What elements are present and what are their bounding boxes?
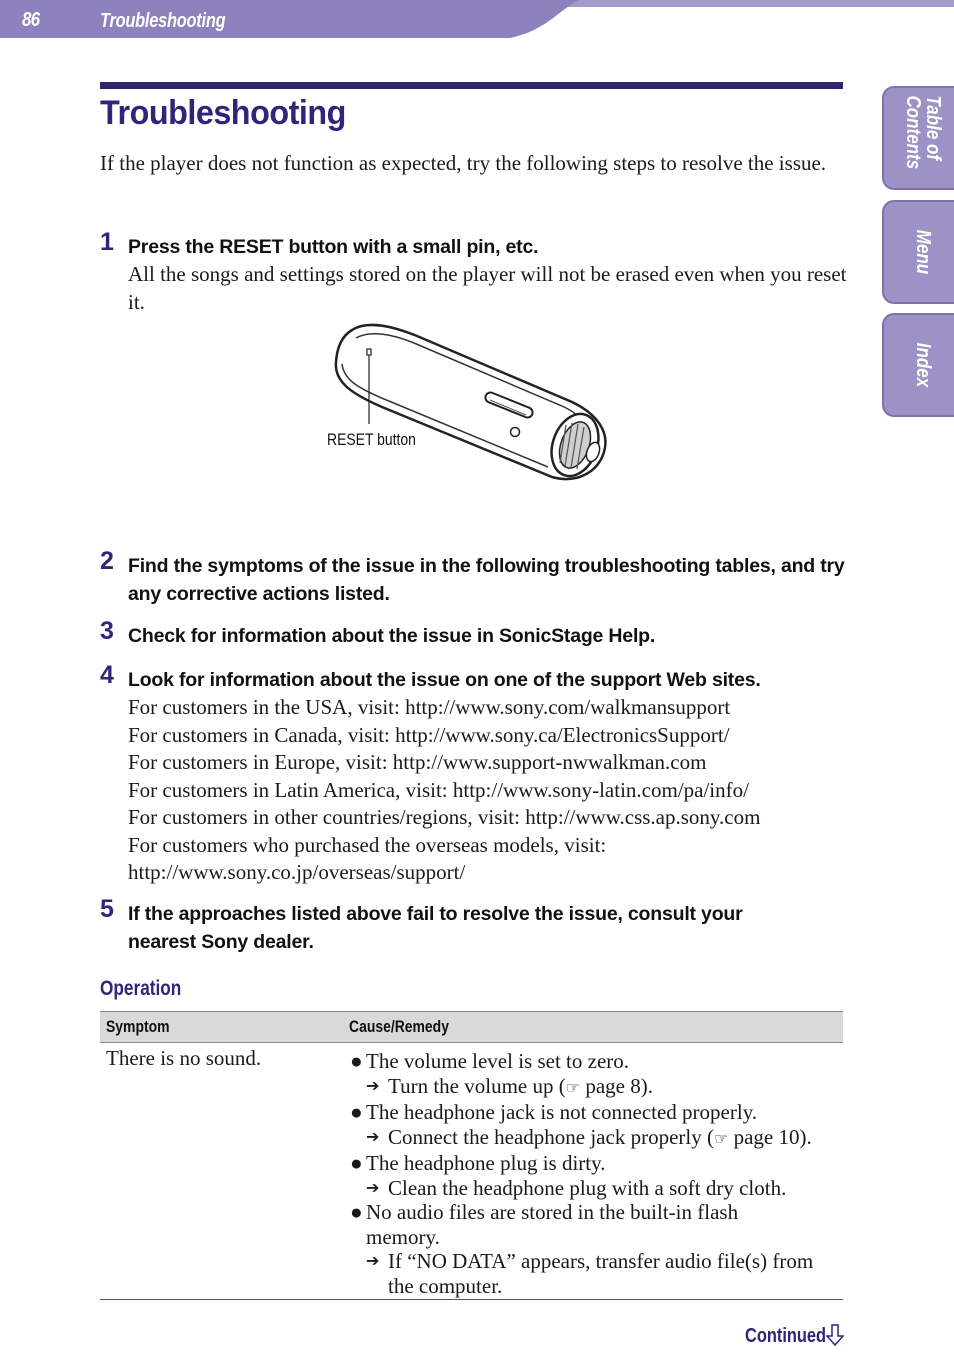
cause-item [350,1100,845,1125]
column-header-symptom: Symptom [106,1017,170,1036]
cause-text: No audio files are stored in the built-in flash memory. [366,1200,739,1249]
pointing-hand-icon: ☞ [713,1128,729,1148]
step-2 [100,547,848,608]
bullet-icon: ● [350,1151,363,1175]
arrow-right-icon: ➔ [366,1177,380,1197]
step-body: All the songs and settings stored on the player will not be erased even when you reset it. [128,262,847,314]
step-1 [100,228,848,316]
support-site-overseas-url: http://www.sony.co.jp/overseas/support/ [128,860,466,884]
step-number: 2 [100,547,114,575]
page-reference[interactable]: page 10). [728,1124,812,1149]
pointing-hand-icon: ☞ [565,1077,581,1097]
cause-text: The headphone plug is dirty. [366,1151,606,1175]
step-4 [100,661,848,887]
arrow-right-icon: ➔ [366,1075,380,1095]
support-site-latin-america: For customers in Latin America, visit: http://www.sony-latin.com/pa/info/ [128,777,749,802]
tab-table-of-contents[interactable] [882,86,954,190]
step-heading: Look for information about the issue on one of the support Web sites. [128,669,761,691]
operation-section-label: Operation [100,977,182,1000]
symptom-cell: There is no sound. [106,1046,262,1070]
column-header-cause-remedy: Cause/Remedy [349,1017,449,1036]
step-heading: Check for information about the issue in SonicStage Help. [128,625,656,647]
tab-label-text: Table of Contents [902,95,944,170]
step-number: 1 [100,228,114,256]
remedy-item [350,1249,840,1298]
step-heading: If the approaches listed above fail to resolve the issue, consult your nearest Sony dealer. [128,903,743,953]
header-section-title: Troubleshooting [100,10,226,32]
remedy-text: Turn the volume up ( [388,1073,566,1098]
intro-paragraph: If the player does not function as expected, try the following steps to resolve the issue. [100,151,827,175]
support-site-canada: For customers in Canada, visit: http://www.sony.ca/ElectronicsSupport/ [128,722,730,747]
support-site-overseas-intro: For customers who purchased the overseas models, visit: [128,832,607,857]
remedy-item [350,1176,845,1201]
arrow-right-icon: ➔ [366,1251,380,1270]
bullet-icon: ● [350,1200,363,1224]
step-number: 5 [100,895,114,923]
page-title: Troubleshooting [100,94,346,132]
cause-text: The volume level is set to zero. [366,1049,630,1073]
step-number: 3 [100,617,114,645]
tab-menu[interactable] [882,200,954,304]
remedy-text: Clean the headphone plug with a soft dry cloth. [388,1175,787,1200]
table-row [100,1043,843,1300]
step-number: 4 [100,661,114,689]
remedy-text: If “NO DATA” appears, transfer audio file(s) from the computer. [388,1249,814,1298]
tab-menu-label: Menu [912,229,934,275]
support-site-other: For customers in other countries/regions, visit: http://www.css.ap.sony.com [128,805,761,829]
operation-table [100,1011,843,1300]
title-rule [100,82,843,89]
page-number: 86 [22,9,40,31]
cause-text: The headphone jack is not connected properly. [366,1100,758,1124]
step-5 [100,895,848,956]
cause-item [350,1049,845,1074]
tab-table-of-contents-label [903,96,943,181]
cause-item [350,1200,770,1249]
remedy-item [350,1074,845,1101]
cause-item [350,1151,845,1176]
remedy-text: Connect the headphone jack properly ( [388,1124,714,1149]
tab-index-label: Index [912,342,934,388]
support-sites-list [128,694,848,887]
cause-remedy-cell [350,1049,845,1298]
bullet-icon: ● [350,1100,363,1124]
arrow-down-icon[interactable] [826,1324,844,1346]
step-heading: Find the symptoms of the issue in the following troubleshooting tables, and try any corrective actions listed. [128,555,845,605]
continued-link[interactable]: Continued [745,1325,827,1347]
reset-button-callout: RESET button [327,430,416,449]
support-site-usa: For customers in the USA, visit: http://www.sony.com/walkmansupport [128,695,731,719]
tab-index[interactable] [882,313,954,417]
arrow-right-icon: ➔ [366,1126,380,1146]
step-heading: Press the RESET button with a small pin, etc. [128,236,539,258]
remedy-item [350,1125,845,1152]
header-band [0,0,954,40]
step-3 [100,617,848,650]
bullet-icon: ● [350,1049,363,1073]
table-header [100,1011,843,1043]
support-site-europe: For customers in Europe, visit: http://www.support-nwwalkman.com [128,750,707,774]
player-illustration [322,322,612,487]
page-reference[interactable]: page 8). [580,1073,653,1098]
